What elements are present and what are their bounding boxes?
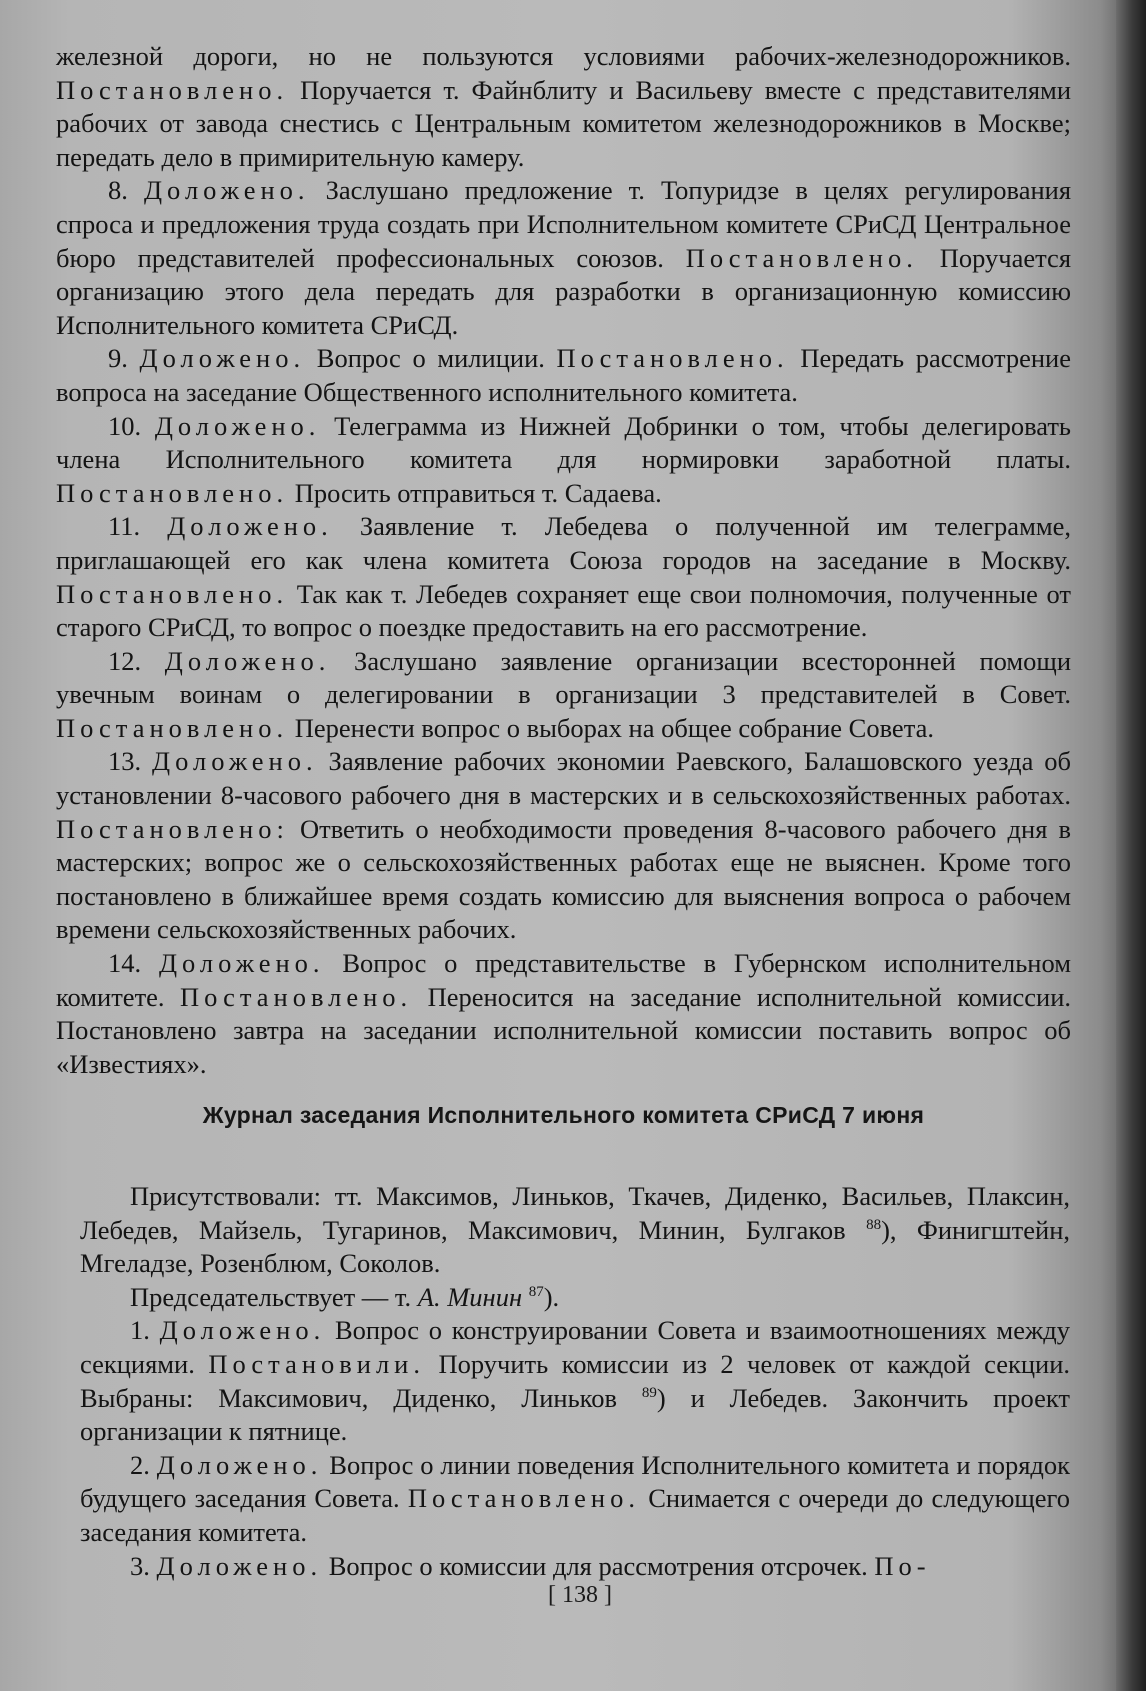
paragraph-item-14: 14. Доложено. Вопрос о представительстве в Губернском исполнительном комитете. Постановлено. Переносится на заседание исполнительной комиссии. Постановлено завтра на заседании исполнительной комиссии поставить вопрос об «Известиях».: [56, 948, 1072, 1079]
paragraph-item-12: 12. Доложено. Заслушано заявление организации всесторонней помощи увечным воинам о делегировании в организации 3 представителей в Совет. Постановлено. Перенести вопрос о выборах на общее собрание Совета.: [56, 645, 1071, 743]
book-binding-shadow: [1116, 0, 1146, 1691]
chair-paragraph: Председательствует — т. А. Минин $^{87}$).: [130, 1281, 560, 1312]
paragraph-item-10: 10. Доложено. Телеграмма из Нижней Добринки о том, чтобы делегировать члена Исполнительного комитета для нормировки заработной платы. Постановлено. Просить отправиться т. Садаева.: [56, 410, 1072, 508]
paragraph-item-11: 11. Доложено. Заявление т. Лебедева о полученной им телеграмме, приглашающей его как члена комитета Союза городов на заседание в Москву. Постановлено. Так как т. Лебедев сохраняет еще свои полномочия, полученные от старого СРиСД, то вопрос о поездке предоставить на его рассмотрение.: [56, 511, 1072, 643]
chair-name: А. Минин: [417, 1281, 523, 1312]
journal-heading: Журнал заседания Исполнительного комитета СРиСД 7 июня: [202, 1102, 925, 1128]
journal-item-1: 1. Доложено. Вопрос о конструировании Совета и взаимоотношениях между секциями. Постановили. Поручить комиссии из 2 человек от каждой секции. Выбраны: Максимович, Диденко, Линьков $^{89}$) и Лебедев. Закончить проект организации к пятнице.: [80, 1315, 1071, 1447]
attendance-paragraph: Присутствовали: тт. Максимов, Линьков, Ткачев, Диденко, Васильев, Плаксин, Лебедев, Майзель, Тугаринов, Максимович, Минин, Булгаков $^{88}$), Финигштейн, Мгеладзе, Розенблюм, Соколов.: [80, 1181, 1071, 1279]
paragraph-item-9: 9. Доложено. Вопрос о милиции. Постановлено. Передать рассмотрение вопроса на заседание Общественного исполнительного комитета.: [56, 343, 1071, 407]
previous-journal-continuation: [56, 40, 1071, 1081]
journal-item-2: 2. Доложено. Вопрос о линии поведения Исполнительного комитета и порядок будущего заседания Совета. Постановлено. Снимается с очереди до следующего заседания комитета.: [80, 1449, 1071, 1547]
journal-june-7-body: [80, 1180, 1070, 1583]
footnote-ref: 88: [866, 1216, 882, 1233]
paragraph-item-8: 8. Доложено. Заслушано предложение т. Топуридзе в целях регулирования спроса и предложения труда создать при Исполнительном комитете СРиСД Центральное бюро представителей профессиональных союзов. Постановлено. Поручается организацию этого дела передать для разработки в организационную комиссию Исполнительного комитета СРиСД.: [56, 175, 1072, 340]
page-number: [ 138 ]: [548, 1582, 612, 1608]
footnote-ref: 89: [641, 1384, 657, 1401]
paragraph-item-13: 13. Доложено. Заявление рабочих экономии Раевского, Балашовского уезда об установлении 8-часового рабочего дня в мастерских и в сельскохозяйственных работах. Постановлено: Ответить о необходимости проведения 8-часового рабочего дня в мастерских; вопрос же о сельскохозяйственных работах еще не выяснен. Кроме того постановлено в ближайшее время создать комиссию для выяснения вопроса о рабочем времени сельскохозяйственных рабочих.: [56, 746, 1072, 945]
paragraph-item-7-continuation: железной дороги, но не пользуются условиями рабочих-железнодорожников. Постановлено. Поручается т. Файнблиту и Васильеву вместе с представителями рабочих от завода снестись с Центральным комитетом железнодорожников в Москве; передать дело в примирительную камеру.: [56, 41, 1071, 172]
journal-item-3: 3. Доложено. Вопрос о комиссии для рассмотрения отсрочек. По-: [130, 1550, 931, 1581]
footnote-ref: 87: [528, 1283, 544, 1300]
